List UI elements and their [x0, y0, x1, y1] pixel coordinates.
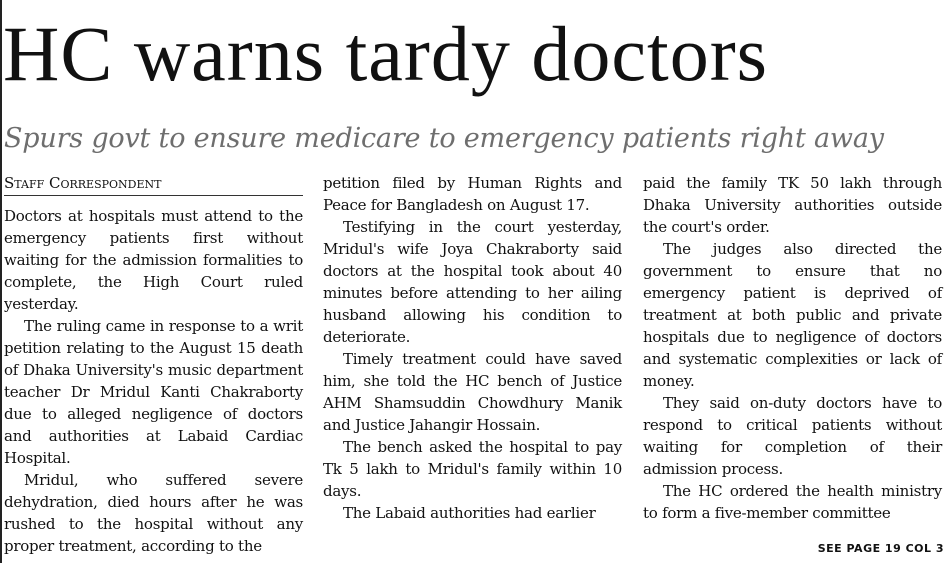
paragraph: Testifying in the court yesterday, Mridul's wife Joya Chakraborty said doctors at the hospital took about 40 minutes before attending to her ailing husband allowing his condition to deteriorate. [323, 218, 622, 346]
paragraph: The ruling came in response to a writ petition relating to the August 15 death of Dhaka University's music department teacher Dr Mridul Kanti Chakraborty due to alleged negligence of doctors and authorities at Labaid Cardiac Hospital. [4, 317, 303, 467]
subheadline: Spurs govt to ensure medicare to emergency patients right away [4, 123, 884, 154]
paragraph: The bench asked the hospital to pay Tk 5 lakh to Mridul's family within 10 days. [323, 438, 622, 500]
paragraph: Doctors at hospitals must attend to the emergency patients first without waiting for the admission formalities to complete, the High Court ruled yesterday. [4, 207, 303, 313]
paragraph: petition filed by Human Rights and Peace for Bangladesh on August 17. [323, 174, 622, 214]
headline: HC warns tardy doctors [3, 10, 769, 97]
paragraph: paid the family TK 50 lakh through Dhaka University authorities outside the court's order. [643, 174, 942, 236]
article-column-3 [643, 172, 942, 524]
left-column-rule [0, 0, 2, 563]
byline: Staff Correspondent [4, 172, 303, 196]
paragraph: The judges also directed the government to ensure that no emergency patient is deprived of treatment at both public and private hospitals due to negligence of doctors and systematic complexities or lack of money. [643, 240, 942, 390]
continuation-jump-line: SEE PAGE 19 COL 3 [817, 542, 944, 555]
paragraph: The HC ordered the health ministry to form a five-member committee [643, 482, 942, 522]
paragraph: They said on-duty doctors have to respond to critical patients without waiting for completion of their admission process. [643, 394, 942, 478]
article-column-2 [323, 172, 622, 524]
paragraph: Mridul, who suffered severe dehydration, died hours after he was rushed to the hospital without any proper treatment, according to the [4, 471, 303, 555]
paragraph: The Labaid authorities had earlier [343, 504, 596, 522]
paragraph: Timely treatment could have saved him, she told the HC bench of Justice AHM Shamsuddin Chowdhury Manik and Justice Jahangir Hossain. [323, 350, 622, 434]
article-column-1 [4, 172, 303, 557]
